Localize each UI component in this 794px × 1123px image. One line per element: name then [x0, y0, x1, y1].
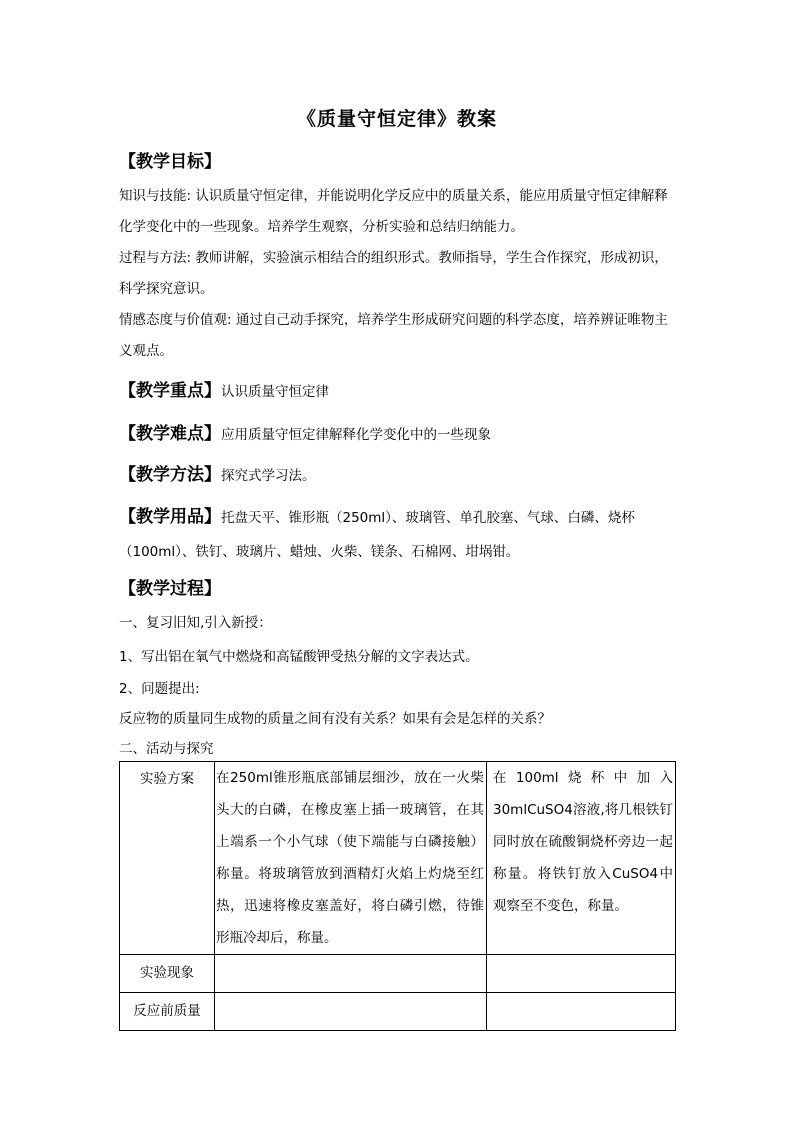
method-row — [119, 460, 316, 485]
table-row — [120, 762, 676, 955]
phenomenon-label: 实验现象 — [120, 955, 215, 993]
method-heading: 【教学方法】 — [119, 465, 221, 485]
method-text: 探究式学习法。 — [221, 468, 316, 484]
process-heading: 【教学过程】 — [119, 579, 221, 599]
process-line-question-text: 反应物的质量同生成物的质量之间有没有关系？如果有会是怎样的关系？ — [119, 711, 551, 727]
experiment-table — [119, 761, 676, 1031]
key-point-text: 认识质量守恒定律 — [221, 384, 329, 400]
difficult-point-row — [119, 419, 491, 444]
supplies-text: 托盘天平、锥形瓶（250ml）、玻璃管、单孔胶塞、气球、白磷、烧杯（100ml）、铁钉、玻璃片、蜡烛、火柴、镁条、石棉网、坩埚钳。 — [119, 510, 635, 560]
goals-heading: 【教学目标】 — [119, 152, 221, 172]
goal-knowledge: 知识与技能: 认识质量守恒定律，并能说明化学反应中的质量关系，能应用质量守恒定律解释化学变化中的一些现象。培养学生观察，分析实验和总结归纳能力。 — [119, 188, 668, 235]
plan-label: 实验方案 — [120, 762, 215, 955]
table-row — [120, 993, 676, 1031]
difficult-point-text: 应用质量守恒定律解释化学变化中的一些现象 — [221, 427, 491, 443]
mass-before-cell-2 — [487, 993, 676, 1031]
table-row — [120, 955, 676, 993]
plan-phosphorus-cell: 在250ml锥形瓶底部铺层细沙，放在一火柴头大的白磷，在橡皮塞上插一玻璃管，在其上端系一个小气球（使下端能与白磷接触）称量。将玻璃管放到酒精灯火焰上灼烧至红热，迅速将橡皮塞盖好，将白磷引燃，待锥形瓶冷却后，称量。 — [215, 762, 487, 955]
process-line-exercise: 1、写出铝在氧气中燃烧和高锰酸钾受热分解的文字表达式。 — [119, 649, 479, 665]
document-title: 《质量守恒定律》教案 — [296, 108, 497, 130]
key-point-heading: 【教学重点】 — [119, 381, 221, 401]
phenomenon-cell-1 — [215, 955, 487, 993]
mass-before-label: 反应前质量 — [120, 993, 215, 1031]
supplies-row — [119, 500, 679, 569]
process-line-activity: 二、活动与探究 — [119, 741, 214, 757]
supplies-heading: 【教学用品】 — [119, 507, 221, 527]
phenomenon-cell-2 — [487, 955, 676, 993]
plan-iron-nail-cell: 在100ml烧杯中加入30mlCuSO4溶液,将几根铁钉同时放在硫酸铜烧杯旁边一起称量。将铁钉放入CuSO4中观察至不变色，称量。 — [487, 762, 676, 955]
process-line-question: 2、问题提出: — [119, 681, 200, 697]
goal-process: 过程与方法: 教师讲解，实验演示相结合的组织形式。教师指导，学生合作探究，形成初识，科学探究意识。 — [119, 250, 668, 297]
goal-attitude: 情感态度与价值观: 通过自己动手探究，培养学生形成研究问题的科学态度，培养辨证唯物主义观点。 — [119, 312, 668, 359]
key-point-row — [119, 376, 329, 401]
process-line-review: 一、复习旧知,引入新授： — [119, 615, 272, 631]
difficult-point-heading: 【教学难点】 — [119, 424, 221, 444]
mass-before-cell-1 — [215, 993, 487, 1031]
